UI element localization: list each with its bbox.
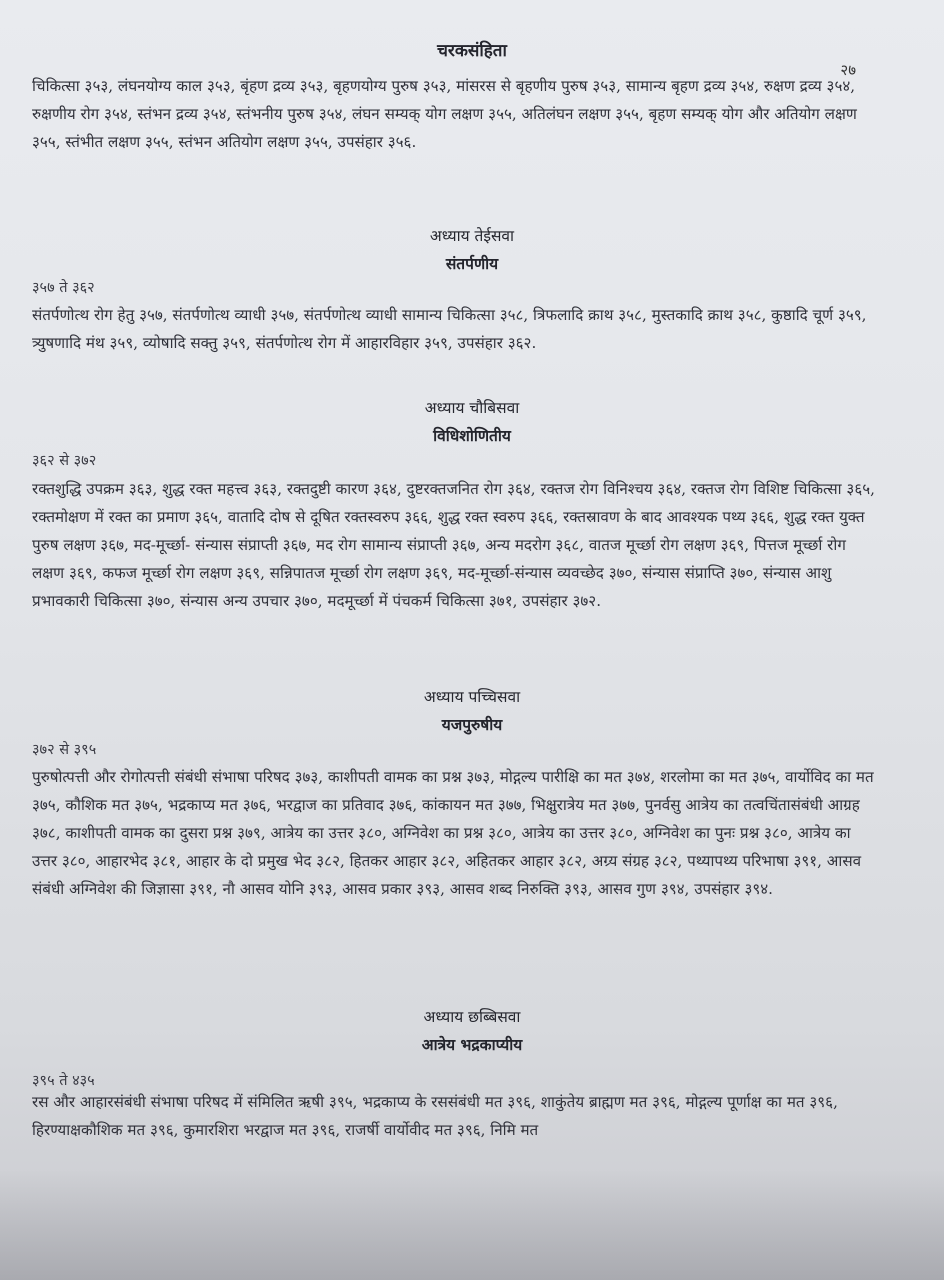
page-number: २७ [840, 61, 856, 79]
chapter-name: संतर्पणीय [445, 254, 499, 273]
chapter-24-contents: रक्तशुद्धि उपक्रम ३६३, शुद्ध रक्त महत्त्व ३६३, रक्तदुष्टी कारण ३६४, दुष्टरक्तजनित रोग ३६४, रक्तज रोग विनिश्चय ३६४, रक्तज रोग विशिष्ट चिकित्सा ३६५, रक्तमोक्षण में रक्त का प्रमाण ३६५, वातादि दोष से दूषित रक्तस्वरुप ३६६, शुद्ध रक्त स्वरुप ३६६, रक्तस्रावण के बाद आवश्यक पथ्य ३६६, शुद्ध रक्त युक्त पुरुष लक्षण ३६७, मद-मूर्च्छा- संन्यास संप्राप्ती ३६७, मद रोग सामान्य संप्राप्ती ३६७, अन्य मदरोग ३६८, वातज मूर्च्छा रोग लक्षण ३६९, पित्तज मूर्च्छा रोग लक्षण ३६९, कफज मूर्च्छा रोग लक्षण ३६९, सन्निपातज मूर्च्छा रोग लक्षण ३६९, मद-मूर्च्छा-संन्यास व्यवच्छेद ३७०, संन्यास संप्राप्ति ३७०, संन्यास आशु प्रभावकारी चिकित्सा ३७०, संन्यास अन्य उपचार ३७०, मदमूर्च्छा में पंचकर्म चिकित्सा ३७१, उपसंहार ३७२. [32, 480, 875, 610]
chapter-26-page-range: ३९५ ते ४३५ [32, 1073, 95, 1089]
chapter-24-page-range: ३६२ से ३७२ [32, 453, 97, 469]
running-header-title: चरकसंहिता [437, 41, 507, 61]
chapter-heading: अध्याय तेईसवा [429, 227, 515, 245]
chapter-24-title [0, 394, 944, 450]
chapter-25-page-range: ३७२ से ३९५ [32, 742, 97, 758]
chapter-heading: अध्याय पच्चिसवा [423, 688, 521, 706]
chapter-26-title [0, 1003, 944, 1059]
intro-paragraph: चिकित्सा ३५३, लंघनयोग्य काल ३५३, बृंहण द्रव्य ३५३, बृहणयोग्य पुरुष ३५३, मांसरस से बृहणीय पुरुष ३५३, सामान्य बृहण द्रव्य ३५४, रुक्षण द्रव्य ३५४, रुक्षणीय रोग ३५४, स्तंभन द्रव्य ३५४, स्तंभनीय पुरुष ३५४, लंघन सम्यक् योग लक्षण ३५५, अतिलंघन लक्षण ३५५, बृहण सम्यक् योग और अतियोग लक्षण ३५५, स्तंभीत लक्षण ३५५, स्तंभन अतियोग लक्षण ३५५, उपसंहार ३५६. [32, 77, 857, 151]
chapter-name: विधिशोणितीय [433, 426, 511, 445]
chapter-23-contents: संतर्पणोत्थ रोग हेतु ३५७, संतर्पणोत्थ व्याधी ३५७, संतर्पणोत्थ व्याधी सामान्य चिकित्सा ३५८, त्रिफलादि क्राथ ३५८, मुस्तकादि क्राथ ३५८, कुष्ठादि चूर्ण ३५९, त्र्युषणादि मंथ ३५९, व्योषादि सक्तु ३५९, संतर्पणोत्थ रोग में आहारविहार ३५९, उपसंहार ३६२. [32, 306, 867, 352]
chapter-23-page-range: ३५७ ते ३६२ [32, 280, 95, 296]
chapter-25-contents: पुरुषोत्पत्ती और रोगोत्पत्ती संबंधी संभाषा परिषद ३७३, काशीपती वामक का प्रश्न ३७३, मोद्गल्य पारीक्षि का मत ३७४, शरलोमा का मत ३७५, वार्योविद का मत ३७५, कौशिक मत ३७५, भद्रकाप्य मत ३७६, भरद्वाज का प्रतिवाद ३७६, कांकायन मत ३७७, भिक्षुरात्रेय मत ३७७, पुनर्वसु आत्रेय का तत्वचिंतासंबंधी आग्रह ३७८, काशीपती वामक का दुसरा प्रश्न ३७९, आत्रेय का उत्तर ३८०, अग्निवेश का प्रश्न ३८०, आत्रेय का उत्तर ३८०, अग्निवेश का पुनः प्रश्न ३८०, आत्रेय का उत्तर ३८०, आहारभेद ३८१, आहार के दो प्रमुख भेद ३८२, हितकर आहार ३८२, अहितकर आहार ३८२, अग्र्य संग्रह ३८२, पथ्यापथ्य परिभाषा ३९१, आसव संबंधी अग्निवेश की जिज्ञासा ३९१, नौ आसव योनि ३९३, आसव प्रकार ३९३, आसव शब्द निरुक्ति ३९३, आसव गुण ३९४, उपसंहार ३९४. [32, 768, 874, 898]
chapter-name: आत्रेय भद्रकाप्यीय [421, 1035, 523, 1054]
chapter-name: यजपुरुषीय [441, 715, 503, 734]
chapter-26-contents: रस और आहारसंबंधी संभाषा परिषद में संमिलित ऋषी ३९५, भद्रकाप्य के रससंबंधी मत ३९६, शाकुंतेय ब्राह्मण मत ३९६, मोद्गल्य पूर्णाक्ष का मत ३९६, हिरण्याक्षकौशिक मत ३९६, कुमारशिरा भरद्वाज मत ३९६, राजर्षी वार्योवीद मत ३९६, निमि मत [32, 1093, 838, 1139]
chapter-heading: अध्याय चौबिसवा [424, 399, 520, 417]
page-shadow [0, 1170, 944, 1280]
chapter-23-title [0, 222, 944, 278]
chapter-heading: अध्याय छब्बिसवा [423, 1008, 521, 1026]
chapter-25-title [0, 683, 944, 739]
